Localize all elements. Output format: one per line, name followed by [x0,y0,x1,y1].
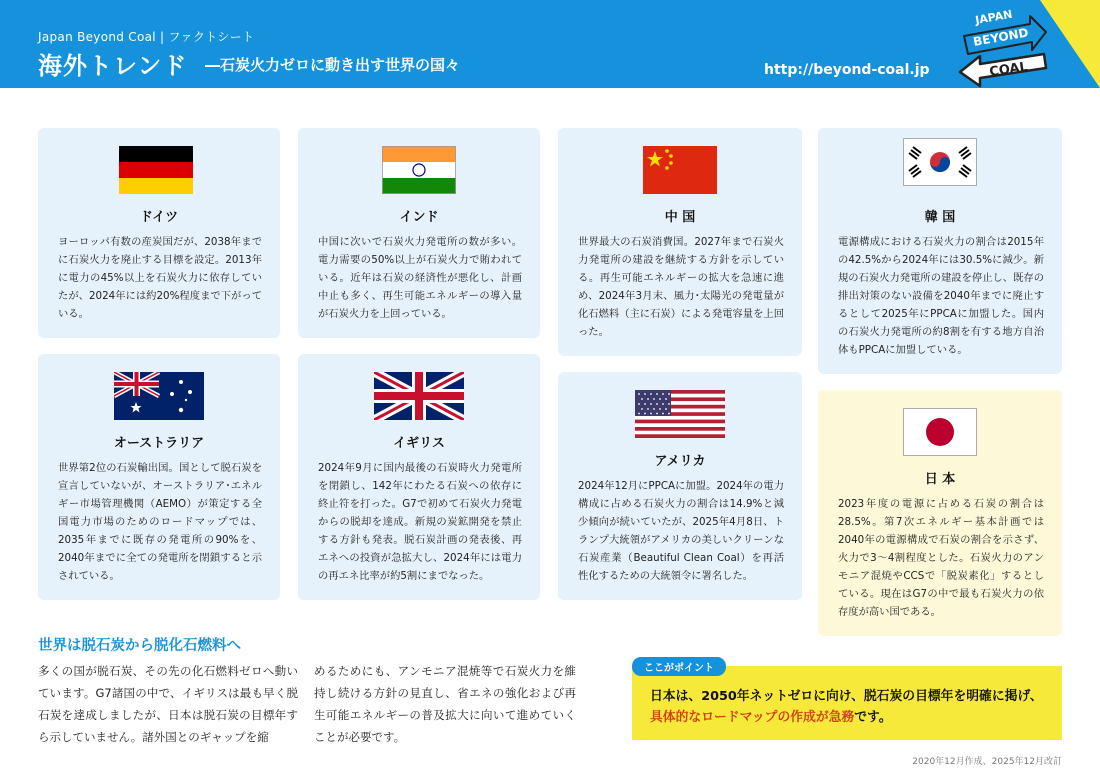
section-title: 世界は脱石炭から脱化石燃料へ [38,638,241,654]
country-name: ドイツ [139,210,179,225]
country-description: 世界第2位の石炭輸出国。国として脱石炭を宣言していないが、オーストラリア･エネルギー市場管理機関（AEMO）が策定する全国電力市場のためのロードマップでは、2035年までに既存の発電所の90%を、2040年までに全ての発電所を閉鎖すると示されている。 [58,462,262,582]
country-name: 日 本 [924,472,956,487]
uk-flag-icon [374,372,464,420]
country-description: 2024年12月にPPCAに加盟。2024年の電力構成に占める石炭火力の割合は14.9%と減少傾向が続いていたが、2025年4月8日、トランプ大統領がアメリカの美しいクリーンな石炭産業（Beautiful Clean Coal）を再活性化するための大統領令に署名した。 [578,480,784,582]
section-body-col1: 多くの国が脱石炭、その先の化石燃料ゼロへ動いています。G7諸国の中で、イギリスは最も早く脱石炭を達成しましたが、日本は脱石炭の目標年すら示していません。諸外国とのギャップを縮 [38,664,298,744]
country-card-uk [298,354,540,600]
usa-flag-icon [635,390,725,438]
key-point-line2 [650,707,1044,728]
country-description: 2024年9月に国内最後の石炭時火力発電所を閉鎖し、142年にわたる石炭への依存に終止符を打った。G7で初めて石炭火力発電からの脱却を達成。新規の炭鉱開発を禁止する方針も発表。脱石炭計画の発表後、再エネへの投資が急拡大し、2024年には電力の再エネ比率が約5割にまでなった。 [318,462,522,582]
india-flag-icon [382,146,456,194]
page-subtitle: ―石炭火力ゼロに動き出す世界の国々 [205,56,461,74]
key-point-badge: ここがポイント [632,657,726,676]
section-body-col2: めるためにも、アンモニア混焼等で石炭火力を維持し続ける方針の見直し、省エネの強化および再生可能エネルギーの普及拡大に向いて進めていくことが必要です。 [314,664,576,744]
website-link[interactable]: http://beyond-coal.jp [764,62,930,78]
key-point-tail: です。 [854,710,892,725]
country-name: インド [399,210,439,225]
logo-text-japan: JAPAN [974,7,1014,27]
country-name: 中 国 [664,210,696,225]
logo-text-coal: COAL [988,59,1029,80]
country-card-korea [818,128,1062,374]
country-description: 世界最大の石炭消費国。2027年まで石炭火力発電所の建設を継続する方針を示している。再生可能エネルギーの拡大を急速に進め、2024年3月末、風力･太陽光の発電量が化石燃料（主に石炭）による発電容量を上回った。 [578,236,784,338]
country-card-germany [38,128,280,338]
country-description: 2023年度の電源に占める石炭の割合は28.5%。第7次エネルギー基本計画では2040年の電源構成で石炭の割合を示さず、火力で3～4割程度とした。石炭火力のアンモニア混焼やCCSで「脱炭素化」するとしている。現在はG7の中で最も石炭火力の依存度が高い国である。 [838,498,1044,618]
country-name: 韓 国 [924,210,956,225]
japan-beyond-coal-logo [950,6,1060,88]
germany-flag-icon [119,146,193,194]
country-name: オーストラリア [113,436,205,451]
japan-flag-icon [903,408,977,456]
key-point-emphasis: 具体的なロードマップの作成が急務 [650,710,855,725]
key-point-line1: 日本は、2050年ネットゼロに向け、脱石炭の目標年を明確に掲げ、 [650,689,1043,704]
country-description: 中国に次いで石炭火力発電所の数が多い。電力需要の50%以上が石炭火力で賄われている。近年は石炭の経済性が悪化し、計画中止も多く、再生可能エネルギーの導入量が石炭火力を上回っている。 [318,236,522,320]
logo-text-beyond: BEYOND [972,25,1030,49]
page-title: 海外トレンド [38,52,188,80]
country-name: イギリス [393,436,445,451]
korea-flag-icon [903,138,977,186]
china-flag-icon [643,146,717,194]
country-card-usa [558,372,802,600]
country-card-japan [818,390,1062,636]
country-card-china [558,128,802,356]
australia-flag-icon [114,372,204,420]
country-card-australia [38,354,280,600]
key-point-box [632,666,1062,740]
country-card-india [298,128,540,338]
country-description: ヨーロッパ有数の産炭国だが、2038年までに石炭火力を廃止する目標を設定。2013年に電力の45%以上を石炭火力に依存していたが、2024年には約20%程度まで下がっている。 [58,236,262,320]
country-name: アメリカ [654,454,706,469]
brand-line: Japan Beyond Coal | ファクトシート [38,30,255,44]
header-banner [0,0,1100,88]
revision-note: 2020年12月作成、2025年12月改訂 [912,757,1062,767]
country-description: 電源構成における石炭火力の割合は2015年の42.5%から2024年には30.5%に減少。新規の石炭火力発電所の建設を停止し、既存の排出対策のない設備を2040年までに廃止するとして2025年にPPCAに加盟した。国内の石炭火力発電所の約8割を有する地方自治体もPPCAに加盟している。 [838,236,1044,356]
